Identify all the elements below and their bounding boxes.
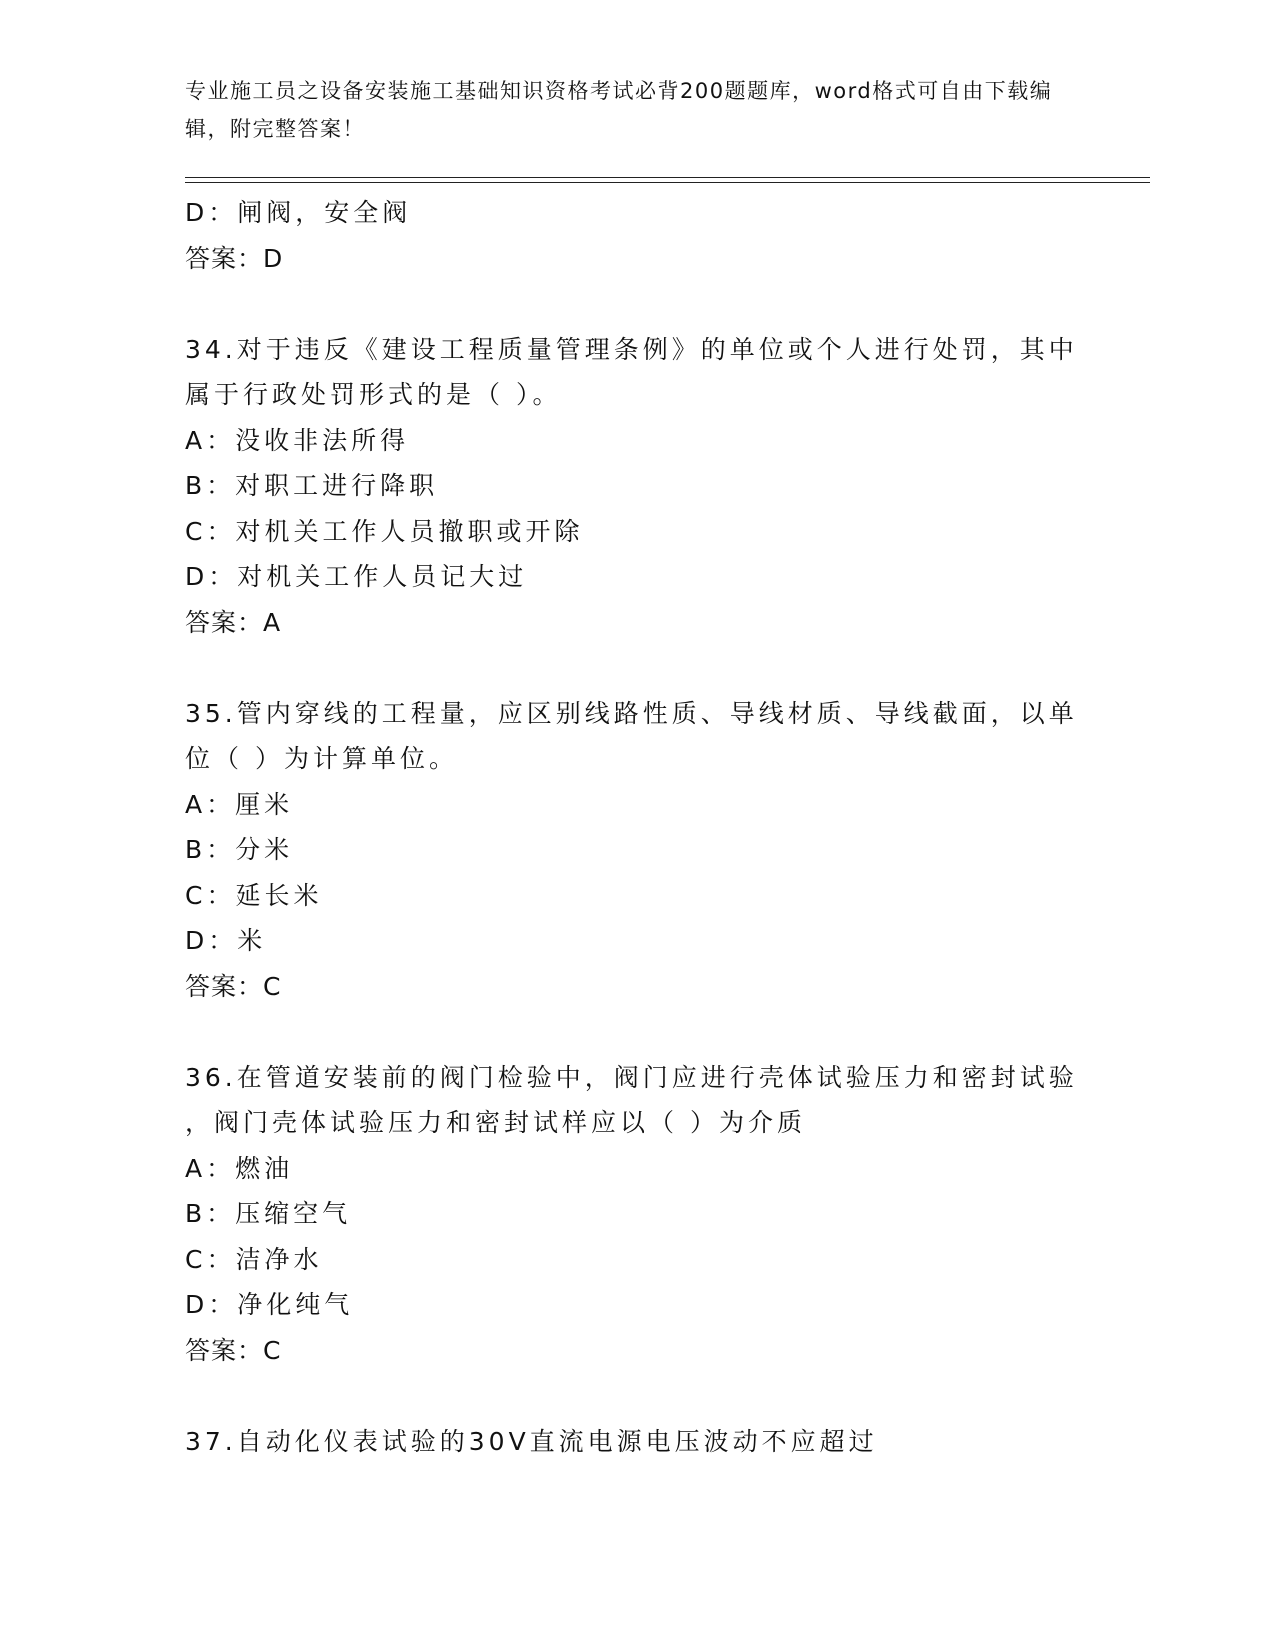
header-divider-top: [185, 177, 1150, 178]
question-37: [185, 1419, 1085, 1465]
question-text-line: 34.对于违反《建设工程质量管理条例》的单位或个人进行处罚，其中: [185, 334, 1078, 364]
answer-line: 答案：C: [185, 1335, 282, 1365]
option-a: A：没收非法所得: [185, 425, 410, 455]
answer-line: 答案：C: [185, 971, 282, 1001]
header-title: 专业施工员之设备安装施工基础知识资格考试必背200题题库，word格式可自由下载编辑，附完整答案！: [185, 79, 1053, 141]
option-b: B：分米: [185, 835, 294, 864]
spacer: [185, 1373, 1085, 1419]
option-c: C：延长米: [185, 880, 323, 910]
question-text-line: ，阀门壳体试验压力和密封试样应以（ ）为介质: [185, 1108, 806, 1137]
option-d: D：对机关工作人员记大过: [185, 562, 528, 591]
option-c: C：洁净水: [185, 1244, 323, 1274]
option-a: A：厘米: [185, 789, 294, 819]
option-a: A：燃油: [185, 1153, 294, 1183]
option-b: B：对职工进行降职: [185, 471, 439, 500]
option-d: D：闸阀，安全阀: [185, 198, 412, 227]
question-34: [185, 327, 1085, 646]
answer-line: 答案：A: [185, 607, 282, 637]
spacer: [185, 1009, 1085, 1055]
spacer: [185, 281, 1085, 327]
option-c: C：对机关工作人员撤职或开除: [185, 516, 584, 546]
question-text-line: 35.管内穿线的工程量，应区别线路性质、导线材质、导线截面，以单: [185, 698, 1078, 728]
option-b: B：压缩空气: [185, 1199, 352, 1228]
header-divider-bottom: [185, 182, 1150, 183]
question-35: [185, 691, 1085, 1010]
question-text-line: 位（ ）为计算单位。: [185, 744, 458, 773]
question-text-line: 属于行政处罚形式的是（ ）。: [185, 380, 562, 409]
answer-line: 答案：D: [185, 243, 284, 273]
option-d: D：米: [185, 926, 267, 955]
option-d: D：净化纯气: [185, 1290, 354, 1319]
question-text-line: 37.自动化仪表试验的30V直流电源电压波动不应超过: [185, 1426, 878, 1456]
question-36: [185, 1055, 1085, 1374]
question-content: [185, 190, 1085, 1464]
spacer: [185, 645, 1085, 691]
question-text-line: 36.在管道安装前的阀门检验中，阀门应进行壳体试验压力和密封试验: [185, 1062, 1078, 1092]
document-header: [185, 72, 1065, 148]
